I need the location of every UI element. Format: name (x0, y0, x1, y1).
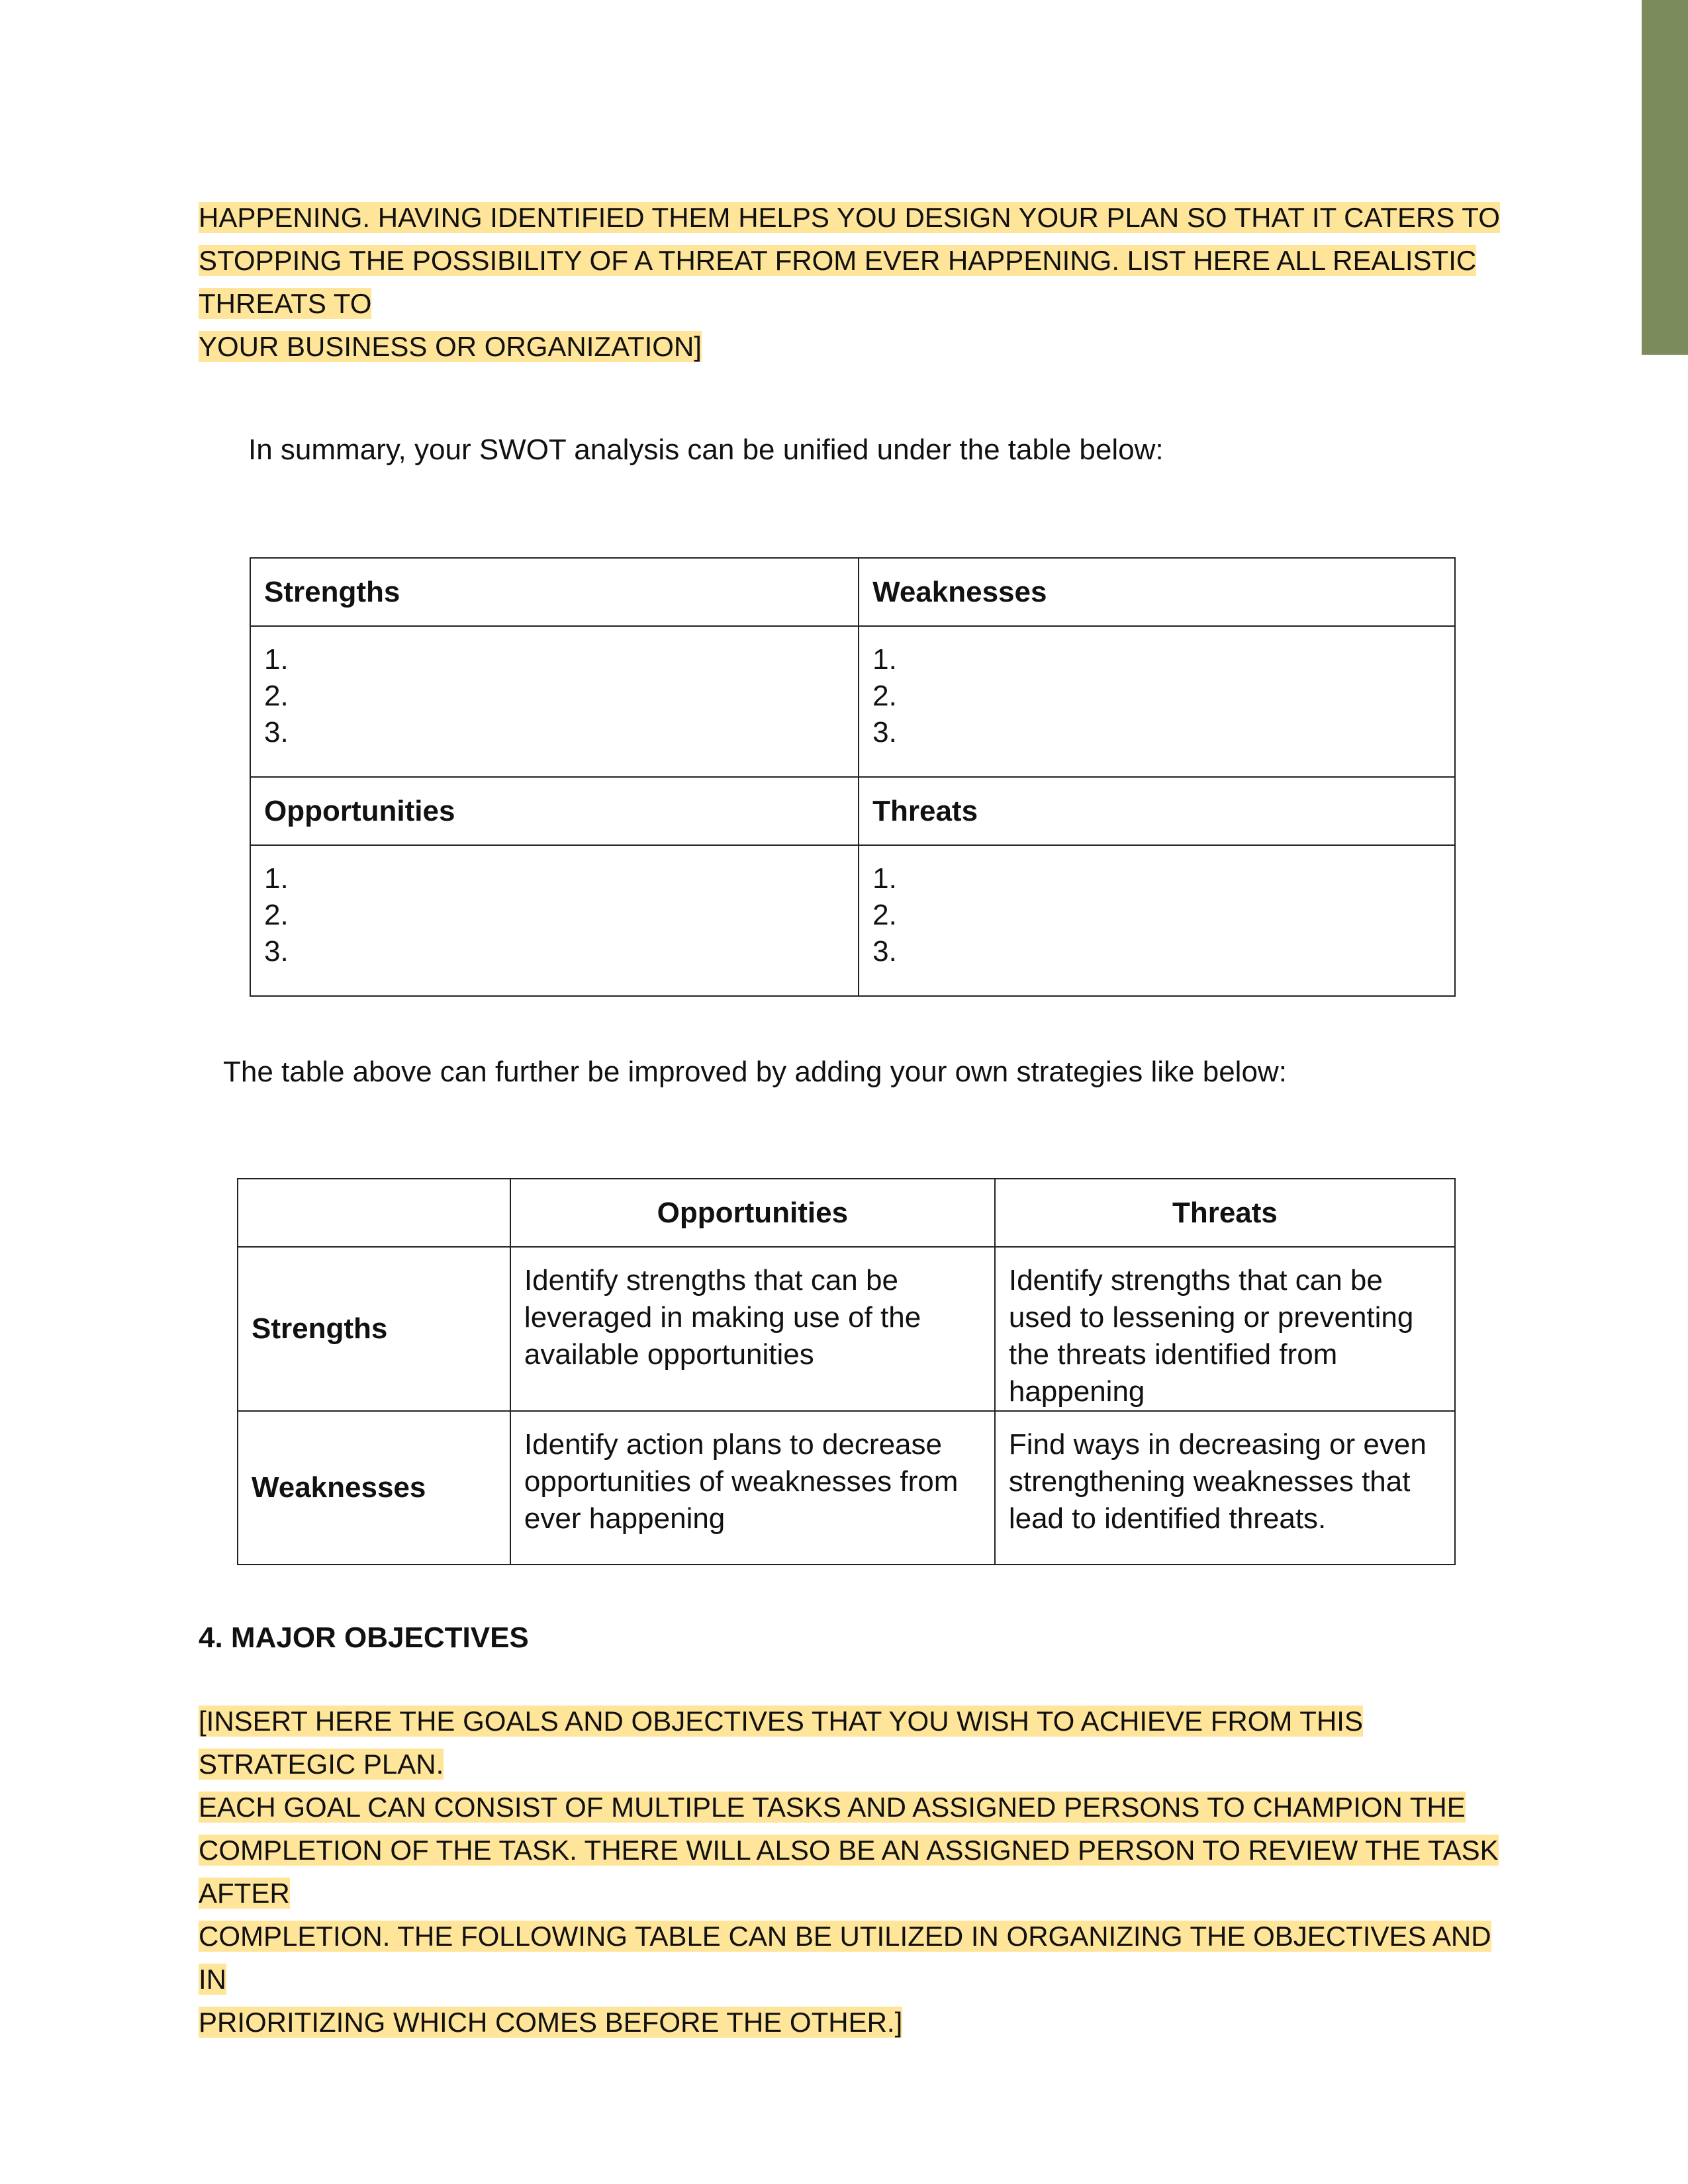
paragraph-line: PRIORITIZING WHICH COMES BEFORE THE OTHER.] (199, 2007, 903, 2038)
paragraph-line: COMPLETION OF THE TASK. THERE WILL ALSO BE AN ASSIGNED PERSON TO REVIEW THE TASK AFTER (199, 1835, 1499, 1909)
swot-table (250, 557, 1456, 997)
corner-cell (238, 1179, 510, 1247)
improve-text: The table above can further be improved by adding your own strategies like below: (223, 1056, 1287, 1088)
paragraph-line: YOUR BUSINESS OR ORGANIZATION] (199, 331, 702, 362)
paragraph-line: COMPLETION. THE FOLLOWING TABLE CAN BE UTILIZED IN ORGANIZING THE OBJECTIVES AND IN (199, 1921, 1491, 1995)
strengths-cell[interactable] (250, 626, 859, 777)
paragraph-line: EACH GOAL CAN CONSIST OF MULTIPLE TASKS AND ASSIGNED PERSONS TO CHAMPION THE (199, 1792, 1466, 1823)
wo-strategy-cell[interactable]: Identify action plans to decrease opportunities of weaknesses from ever happening (510, 1411, 995, 1565)
paragraph-line: HAPPENING. HAVING IDENTIFIED THEM HELPS YOU DESIGN YOUR PLAN SO THAT IT CATERS TO (199, 202, 1500, 233)
list-item: 3. (872, 935, 897, 968)
threats-column-header: Threats (995, 1179, 1455, 1247)
paragraph-line: [INSERT HERE THE GOALS AND OBJECTIVES THAT YOU WISH TO ACHIEVE FROM THIS STRATEGIC PLAN. (199, 1706, 1363, 1780)
opportunities-header: Opportunities (250, 777, 859, 845)
weaknesses-header: Weaknesses (859, 558, 1455, 626)
list-item: 1. (872, 862, 897, 895)
opportunities-cell[interactable] (250, 845, 859, 996)
list-item: 3. (872, 716, 897, 749)
threats-paragraph (199, 196, 1523, 368)
st-strategy-cell[interactable]: Identify strengths that can be used to lessening or preventing the threats identified from happening (995, 1247, 1455, 1411)
strengths-row-header: Strengths (238, 1247, 510, 1411)
strengths-header: Strengths (250, 558, 859, 626)
list-item: 2. (872, 680, 897, 712)
list-item: 2. (264, 680, 289, 712)
opportunities-column-header: Opportunities (510, 1179, 995, 1247)
threats-cell[interactable] (859, 845, 1455, 996)
weaknesses-row-header: Weaknesses (238, 1411, 510, 1565)
weaknesses-cell[interactable] (859, 626, 1455, 777)
list-item: 3. (264, 935, 289, 968)
strategy-table (237, 1178, 1456, 1565)
threats-header: Threats (859, 777, 1455, 845)
paragraph-line: STOPPING THE POSSIBILITY OF A THREAT FROM EVER HAPPENING. LIST HERE ALL REALISTIC THREATS TO (199, 245, 1477, 319)
list-item: 3. (264, 716, 289, 749)
objectives-heading: 4. MAJOR OBJECTIVES (199, 1621, 529, 1654)
summary-text: In summary, your SWOT analysis can be unified under the table below: (248, 433, 1164, 466)
so-strategy-cell[interactable]: Identify strengths that can be leveraged in making use of the available opportunities (510, 1247, 995, 1411)
list-item: 1. (264, 862, 289, 895)
side-accent-bar (1642, 0, 1688, 355)
list-item: 2. (872, 899, 897, 931)
list-item: 1. (264, 643, 289, 676)
objectives-paragraph (199, 1700, 1523, 2044)
list-item: 2. (264, 899, 289, 931)
list-item: 1. (872, 643, 897, 676)
wt-strategy-cell[interactable]: Find ways in decreasing or even strengthening weaknesses that lead to identified threats. (995, 1411, 1455, 1565)
